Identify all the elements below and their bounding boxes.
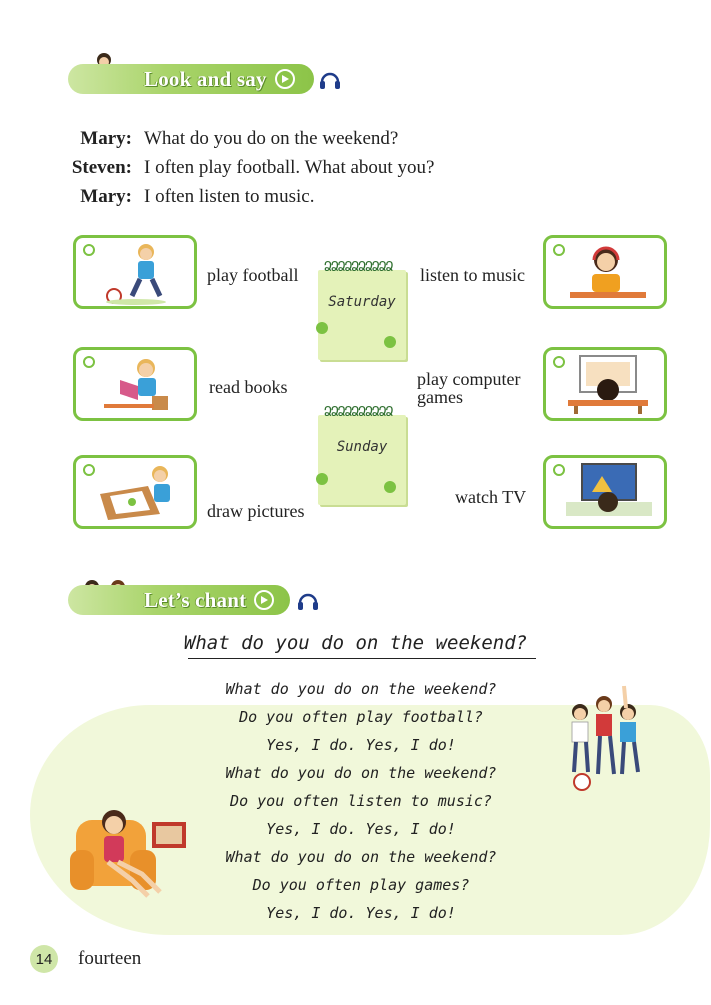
green-dot — [316, 322, 328, 334]
card-play-computer-games — [543, 347, 667, 421]
dialogue-line — [60, 128, 398, 154]
green-dot — [384, 336, 396, 348]
play-arrow-icon[interactable] — [254, 590, 274, 610]
section-title: Look and say — [144, 66, 267, 91]
girl-in-armchair-image — [68, 800, 196, 904]
speaker: Steven: — [71, 157, 132, 178]
card-listen-to-music — [543, 235, 667, 309]
football-players-image — [560, 682, 652, 794]
page-number-word: fourteen — [78, 948, 142, 969]
chant-line: Do you often play games? — [252, 876, 470, 894]
lets-chant-banner — [68, 585, 290, 615]
girl-playing-computer-image — [546, 350, 664, 418]
chant-line: Yes, I do. Yes, I do! — [266, 904, 456, 922]
day-name: Sunday — [336, 439, 388, 455]
child-watching-tv-image — [546, 458, 664, 526]
speech: I often play football. What about you? — [144, 157, 435, 178]
green-dot — [316, 473, 328, 485]
green-dot — [384, 481, 396, 493]
play-arrow-icon[interactable] — [275, 69, 295, 89]
chant-line: Yes, I do. Yes, I do! — [266, 736, 456, 754]
page-number: 14 — [30, 945, 58, 973]
section-title: Let’s chant — [144, 587, 247, 612]
chant-line: What do you do on the weekend? — [225, 848, 497, 866]
dialogue-line — [60, 157, 434, 183]
activity-label: draw pictures — [207, 501, 305, 521]
girl-listening-music-image — [546, 238, 664, 306]
activity-label: read books — [209, 377, 288, 397]
card-play-football — [73, 235, 197, 309]
activity-label: play computer — [417, 369, 521, 389]
card-draw-pictures — [73, 455, 197, 529]
activity-label: watch TV — [455, 487, 527, 507]
binding-rings: ՁՁՁՁՁՁՁՁՁՁ — [324, 260, 393, 275]
activity-label: play football — [207, 265, 299, 285]
speech: What do you do on the weekend? — [144, 128, 399, 149]
boy-reading-book-image — [76, 350, 194, 418]
chant-line: What do you do on the weekend? — [225, 680, 497, 698]
boy-drawing-image — [76, 458, 194, 526]
activity-label: listen to music — [420, 265, 525, 285]
chant-line: Do you often listen to music? — [230, 792, 492, 810]
headphones-icon[interactable] — [296, 589, 320, 613]
activity-label: games — [417, 387, 463, 407]
chant-title: What do you do on the weekend? — [183, 632, 528, 654]
dialogue-line — [60, 186, 314, 212]
calendar-note-sunday — [318, 405, 406, 505]
calendar-note-saturday — [318, 260, 406, 360]
headphones-icon[interactable] — [318, 68, 342, 92]
boy-playing-football-image — [76, 238, 194, 306]
chant-title-underline — [188, 658, 536, 659]
day-name: Saturday — [328, 294, 396, 310]
chant-line: What do you do on the weekend? — [225, 764, 497, 782]
card-read-books — [73, 347, 197, 421]
speaker: Mary: — [80, 128, 132, 149]
look-and-say-banner — [68, 64, 314, 94]
card-watch-tv — [543, 455, 667, 529]
chant-line: Do you often play football? — [239, 708, 483, 726]
chant-line: Yes, I do. Yes, I do! — [266, 820, 456, 838]
speaker: Mary: — [80, 186, 132, 207]
binding-rings: ՁՁՁՁՁՁՁՁՁՁ — [324, 405, 393, 420]
speech: I often listen to music. — [144, 186, 315, 207]
